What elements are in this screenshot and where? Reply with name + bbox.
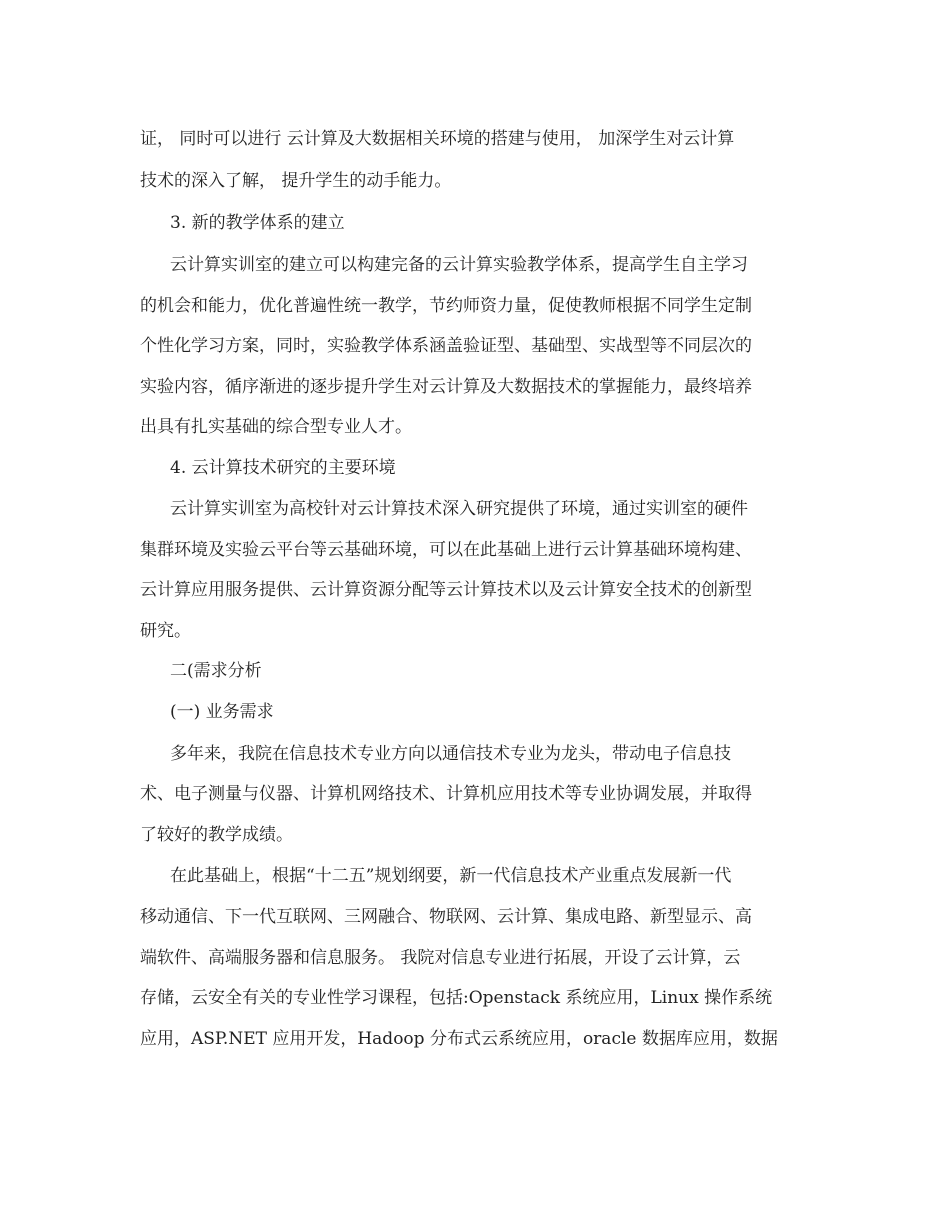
section-heading: (一) 业务需求 xyxy=(170,702,274,722)
text-line: 了较好的教学成绩。 xyxy=(140,825,293,845)
section-heading: 4. 云计算技术研究的主要环境 xyxy=(170,458,396,478)
text-line: 的机会和能力，优化普遍性统一教学，节约师资力量，促使教师根据不同学生定制 xyxy=(140,296,752,316)
text-line: 在此基础上，根据“十二五”规划纲要，新一代信息技术产业重点发展新一代 xyxy=(170,866,732,886)
text-line: 研究。 xyxy=(140,621,191,641)
text-line: 集群环境及实验云平台等云基础环境，可以在此基础上进行云计算基础环境构建、 xyxy=(140,540,752,560)
text-line: 云计算实训室为高校针对云计算技术深入研究提供了环境，通过实训室的硬件 xyxy=(170,499,748,519)
text-line: 技术的深入了解， 提升学生的动手能力。 xyxy=(140,171,452,191)
text-line: 端软件、高端服务器和信息服务。 我院对信息专业进行拓展，开设了云计算，云 xyxy=(140,948,741,968)
section-heading: 二(需求分析 xyxy=(170,661,262,681)
section-heading: 3. 新的教学体系的建立 xyxy=(170,213,345,233)
text-line: 出具有扎实基础的综合型专业人才。 xyxy=(140,417,412,437)
text-line: 多年来，我院在信息技术专业方向以通信技术专业为龙头，带动电子信息技 xyxy=(170,744,731,764)
text-line: 移动通信、下一代互联网、三网融合、物联网、云计算、集成电路、新型显示、高 xyxy=(140,907,752,927)
text-line: 存储，云安全有关的专业性学习课程，包括:Openstack 系统应用，Linux 操作系统 xyxy=(140,988,773,1008)
text-line: 术、电子测量与仪器、计算机网络技术、计算机应用技术等专业协调发展，并取得 xyxy=(140,784,752,804)
text-line: 证， 同时可以进行 云计算及大数据相关环境的搭建与使用， 加深学生对云计算 xyxy=(140,129,735,149)
text-line: 实验内容，循序渐进的逐步提升学生对云计算及大数据技术的掌握能力，最终培养 xyxy=(140,377,752,397)
text-line: 云计算应用服务提供、云计算资源分配等云计算技术以及云计算安全技术的创新型 xyxy=(140,580,752,600)
text-line: 应用，ASP.NET 应用开发，Hadoop 分布式云系统应用，oracle 数据库应用，数据 xyxy=(140,1029,778,1049)
text-line: 云计算实训室的建立可以构建完备的云计算实验教学体系，提高学生自主学习 xyxy=(170,255,748,275)
text-line: 个性化学习方案，同时，实验教学体系涵盖验证型、基础型、实战型等不同层次的 xyxy=(140,336,752,356)
